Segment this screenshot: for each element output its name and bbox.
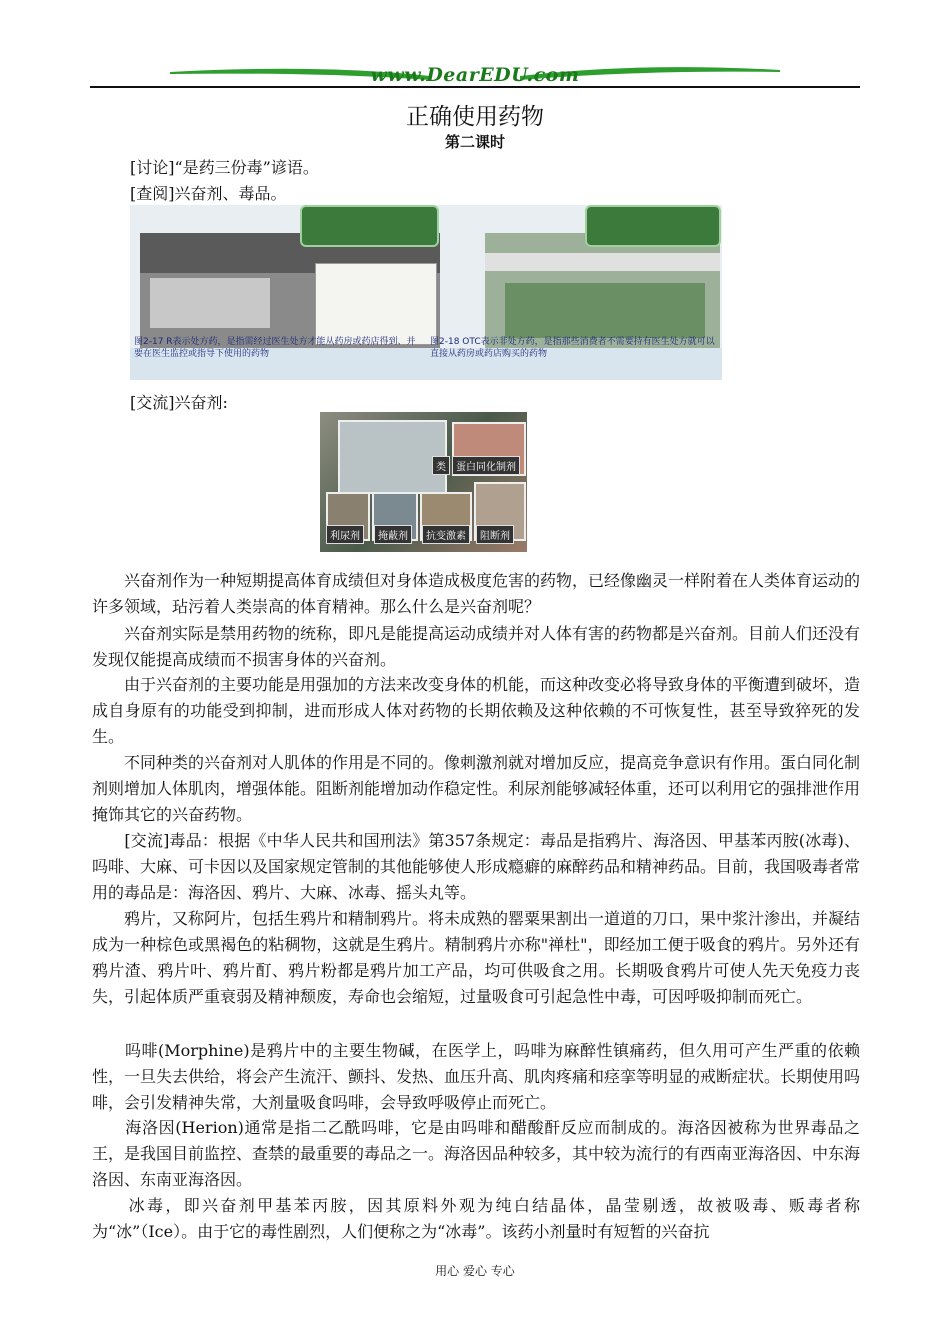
page-subtitle: 第二课时 <box>444 133 505 151</box>
page-header <box>90 60 860 90</box>
otc-pharmacy-photo <box>485 233 720 348</box>
info-bubble-right <box>585 205 721 247</box>
collage-label-anabolic: 蛋白同化制剂 <box>452 456 520 475</box>
collage-photo-syringe <box>338 420 447 494</box>
caption-left: 图2-17 R表示处方药，是指需经过医生处方才能从药房或药店得到、并要在医生监控或指导下使用的药物 <box>134 337 416 359</box>
paragraph-morphine: 吗啡(Morphine)是鸦片中的主要生物碱，在医学上，吗啡为麻醉性镇痛药，但久用可产生严重的依赖性，一旦失去供给，将会产生流汗、颤抖、发热、血压升高、肌肉疼痛和痉挛等明显的戒断症状。长期使用吗啡，会引发精神失常，大剂量吸食吗啡，会导致呼吸停止而死亡。 <box>92 1041 861 1112</box>
exchange-stimulant-line: [交流]兴奋剂: <box>130 393 228 412</box>
paragraph-stimulant-effects: 由于兴奋剂的主要功能是用强加的方法来改变身体的机能，而这种改变必将导致身体的平衡遭到破坏，造成自身原有的功能受到抑制，进而形成人体对药物的长期依赖及这种依赖的不可恢复性，甚至导致猝死的发生。 <box>92 675 861 746</box>
collage-label-class: 类 <box>432 456 450 475</box>
collage-label-anti-hormone: 抗变激素 <box>422 525 470 544</box>
paragraph-ice: 冰毒，即兴奋剂甲基苯丙胺，因其原料外观为纯白结晶体，晶莹剔透，故被吸毒、贩毒者称为“冰”（Ice）。由于它的毒性剧烈，人们便称之为“冰毒”。该药小剂量时有短暂的兴奋抗 <box>92 1196 860 1241</box>
site-url: www.DearEDU.com <box>370 64 580 86</box>
pharmacy-figure <box>130 205 722 380</box>
prescription-paper <box>315 263 437 345</box>
paragraph-heroin: 海洛因(Herion)通常是指二乙酰吗啡，它是由吗啡和醋酸酐反应而制成的。海洛因被称为世界毒品之王，是我国目前监控、查禁的最重要的毒品之一。海洛因品种较多，其中较为流行的有西南亚海洛因、中东海洛因、东南亚海洛因。 <box>92 1118 861 1189</box>
page-title: 正确使用药物 <box>406 104 544 130</box>
paragraph-stimulant-types: 不同种类的兴奋剂对人肌体的作用是不同的。像刺激剂就对增加反应，提高竞争意识有作用。蛋白同化制剂则增加人体肌肉，增强体能。阻断剂能增加动作稳定性。利尿剂能够减轻体重，还可以利用它的强排泄作用掩饰其它的兴奋药物。 <box>92 753 861 824</box>
info-bubble-left <box>300 205 439 247</box>
collage-label-diuretic: 利尿剂 <box>326 525 364 544</box>
paragraph-opium: 鸦片，又称阿片，包括生鸦片和精制鸦片。将未成熟的罂粟果割出一道道的刀口，果中浆汁渗出，并凝结成为一种棕色或黑褐色的粘稠物，这就是生鸦片。精制鸦片亦称"禅杜"，即经加工便于吸食的鸦片。另外还有鸦片渣、鸦片叶、鸦片酊、鸦片粉都是鸦片加工产品，均可供吸食之用。长期吸食鸦片可使人先天免疫力丧失，引起体质严重衰弱及精神颓废，寿命也会缩短，过量吸食可引起急性中毒，可因呼吸抑制而死亡。 <box>92 909 861 1006</box>
lookup-line: [查阅]兴奋剂、毒品。 <box>130 184 287 203</box>
page-footer: 用心 爱心 专心 <box>435 1264 515 1278</box>
paragraph-drugs-definition: [交流]毒品：根据《中华人民共和国刑法》第357条规定：毒品是指鸦片、海洛因、甲基苯丙胺(冰毒)、吗啡、大麻、可卡因以及国家规定管制的其他能够使人形成瘾癖的麻醉药品和精神药品。目前，我国吸毒者常用的毒品是：海洛因、鸦片、大麻、冰毒、摇头丸等。 <box>92 831 861 902</box>
caption-right: 图2-18 OTC表示非处方药，是指那些消费者不需要持有医生处方就可以直接从药房或药店购买的药物 <box>430 337 715 359</box>
collage-label-blocker: 阻断剂 <box>476 525 514 544</box>
paragraph-stimulant-intro: 兴奋剂作为一种短期提高体育成绩但对身体造成极度危害的药物，已经像幽灵一样附着在人类体育运动的许多领域，玷污着人类崇高的体育精神。那么什么是兴奋剂呢？ <box>92 571 861 616</box>
stimulant-collage <box>320 412 527 552</box>
paragraph-stimulant-definition: 兴奋剂实际是禁用药物的统称，即凡是能提高运动成绩并对人体有害的药物都是兴奋剂。目前人们还没有发现仅能提高成绩而不损害身体的兴奋剂。 <box>92 624 861 669</box>
discussion-line: [讨论]“是药三份毒”谚语。 <box>130 158 319 177</box>
collage-label-masking: 掩蔽剂 <box>374 525 412 544</box>
prescription-pharmacy-photo <box>140 233 440 348</box>
header-rule <box>90 86 860 88</box>
